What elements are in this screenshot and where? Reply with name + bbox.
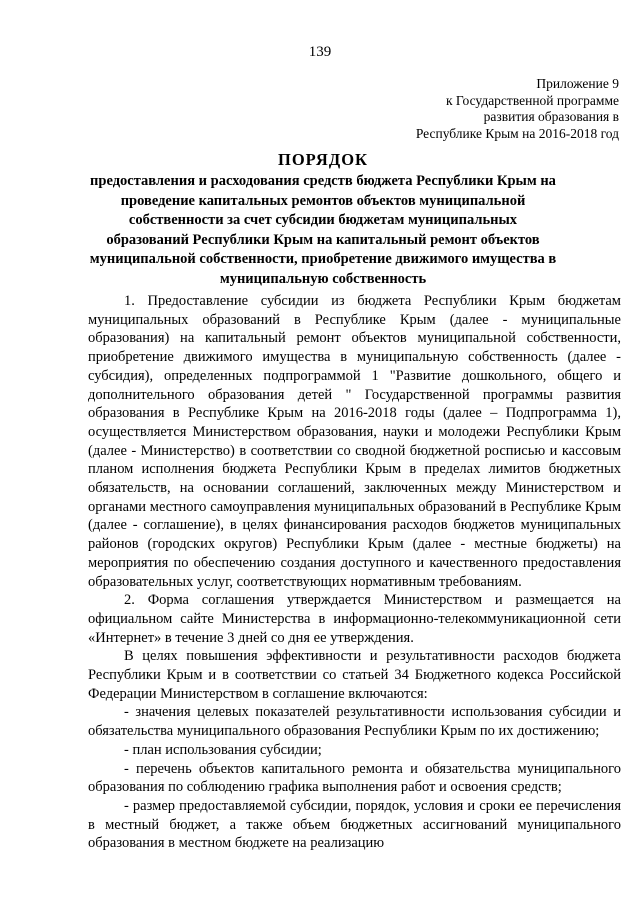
document-body xyxy=(88,292,621,853)
document-subtitle: предоставления и расходования средств бюджета Республики Крым на проведение капитальных ремонтов объектов муниципальной собственности за счет субсидии бюджетам муниципальных образований Республики Крым на капитальный ремонт объектов муниципальной собственности, приобретение движимого имущества в муниципальную собственность xyxy=(89,173,557,287)
list-item-subsidy-size: - размер предоставляемой субсидии, порядок, условия и сроки ее перечисления в местный бюджет, а также объем бюджетных ассигнований муниципального образования в местном бюджете на реализацию xyxy=(88,797,621,852)
list-item-target-indicators: - значения целевых показателей результативности использования субсидии и обязательства муниципального образования Республики Крым по их достижению; xyxy=(88,704,621,740)
appendix-line-3: развития образования в xyxy=(483,109,619,125)
page-number: 139 xyxy=(308,44,332,60)
paragraph-2: 2. Форма соглашения утверждается Министерством и размещается на официальном сайте Министерства в информационно-телекоммуникационной сети «Интернет» в течение 3 дней со дня ее утверждения. xyxy=(88,592,621,646)
appendix-line-1: Приложение 9 xyxy=(536,76,619,91)
list-item-usage-plan: - план использования субсидии; xyxy=(124,741,322,758)
appendix-line-4: Республике Крым на 2016-2018 год xyxy=(415,125,619,141)
list-item-repair-objects: - перечень объектов капитального ремонта и обязательства муниципального образования по соблюдению графика выполнения работ и освоения средств; xyxy=(88,760,621,796)
document-title: ПОРЯДОК xyxy=(278,150,368,169)
document-title-block xyxy=(88,150,558,289)
appendix-reference xyxy=(359,76,619,142)
paragraph-3: В целях повышения эффективности и результативности расходов бюджета Республики Крым и в соответствии со статьей 34 Бюджетного кодекса Российской Федерации Министерством в соглашение включаются: xyxy=(88,648,621,702)
appendix-line-2: к Государственной программе xyxy=(445,92,619,108)
paragraph-1: 1. Предоставление субсидии из бюджета Республики Крым бюджетам муниципальных образований в Республике Крым (далее - муниципальные образования) на капитальный ремонт объектов муниципальной собственности, приобретение движимого имущества в муниципальную собственность (далее - субсидия), определенных подпрограммой 1 "Развитие дошкольного, общего и дополнительного образования детей " Государственной программы развития образования в Республике Крым на 2016-2018 годы (далее – Подпрограмма 1), осуществляется Министерством образования, науки и молодежи Республики Крым (далее - Министерство) в соответствии со сводной бюджетной росписью и кассовым планом исполнения бюджета Республики Крым в пределах лимитов бюджетных обязательств, на основании соглашений, заключенных между Министерством и органами местного самоуправления муниципальных образований в Республике Крым (далее - соглашение), в целях финансирования расходов бюджетов муниципальных районов (городских округов) Республики Крым (далее - местные бюджеты) на мероприятия по обеспечению создания доступного и качественного предоставления образовательных услуг, соответствующих нормативным требованиям. xyxy=(88,293,621,590)
